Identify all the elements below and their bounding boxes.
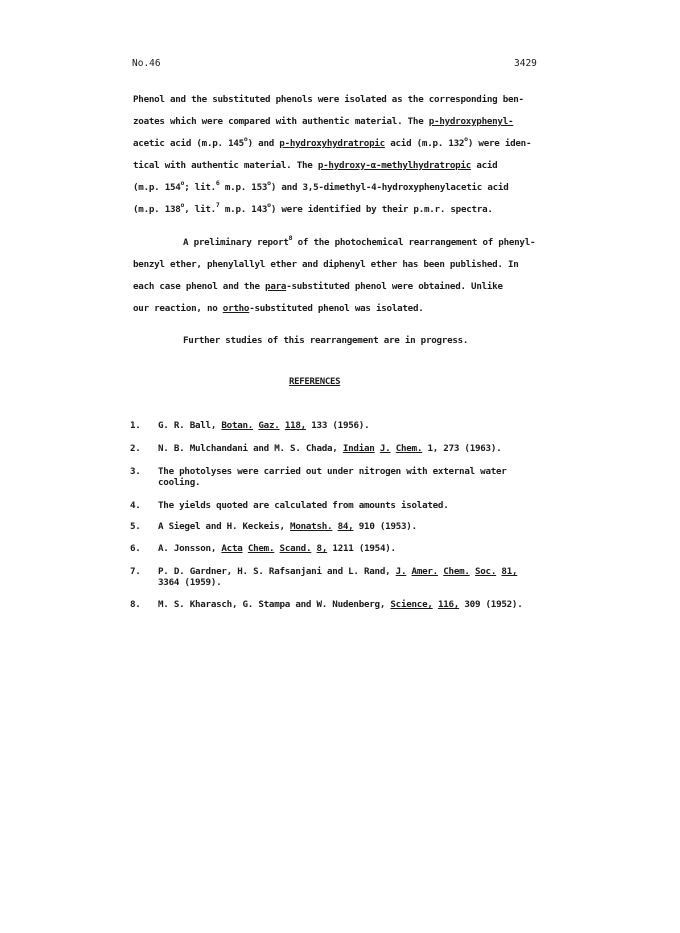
text-line: benzyl ether, phenylallyl ether and diphenyl ether has been published. In	[133, 259, 519, 270]
text-line: each case phenol and the para-substituted phenol were obtained. Unlike	[133, 281, 503, 292]
paragraph-preliminary-report	[133, 232, 553, 320]
text-line: Further studies of this rearrangement are in progress.	[183, 335, 469, 346]
reference-text: A Siegel and H. Keckeis, Monatsh. 84, 910 (1953).	[158, 521, 417, 532]
paragraph-further-studies	[133, 330, 553, 352]
reference-text: M. S. Kharasch, G. Stampa and W. Nudenberg, Science, 116, 309 (1952).	[158, 599, 523, 610]
reference-number: 8.	[130, 599, 141, 610]
reference-text: A. Jonsson, Acta Chem. Scand. 8, 1211 (1954).	[158, 543, 396, 554]
text-line: Phenol and the substituted phenols were isolated as the corresponding ben-	[133, 94, 524, 105]
reference-number: 7.	[130, 566, 141, 577]
reference-number: 4.	[130, 500, 141, 511]
reference-number: 5.	[130, 521, 141, 532]
journal-issue: No.46	[132, 58, 161, 69]
text-line: acetic acid (m.p. 145$^o$) and p-hydroxyhydratropic acid (m.p. 132$^o$) were iden-	[133, 135, 532, 149]
text-line: (m.p. 138$^o$, lit.$^7$ m.p. 143$^o$) were identified by their p.m.r. spectra.	[133, 201, 493, 215]
text-line: tical with authentic material. The p-hydroxy-α-methylhydratropic acid	[133, 160, 498, 171]
reference-number: 3.	[130, 466, 141, 477]
reference-number: 1.	[130, 420, 141, 431]
text-line: (m.p. 154$^o$; lit.$^6$ m.p. 153$^o$) and 3,5-dimethyl-4-hydroxyphenylacetic acid	[133, 179, 509, 193]
reference-text: The photolyses were carried out under nitrogen with external water cooling.	[158, 466, 507, 488]
reference-number: 2.	[130, 443, 141, 454]
references-heading: REFERENCES	[289, 377, 341, 387]
text-line: A preliminary report$^8$ of the photochemical rearrangement of phenyl-	[183, 234, 536, 248]
reference-text: P. D. Gardner, H. S. Rafsanjani and L. Rand, J. Amer. Chem. Soc. 81, 3364 (1959).	[158, 566, 518, 588]
page-number: 3429	[514, 58, 537, 69]
text-line: zoates which were compared with authentic material. The p-hydroxyphenyl-	[133, 116, 514, 127]
text-line: our reaction, no ortho-substituted phenol was isolated.	[133, 303, 424, 314]
reference-text: G. R. Ball, Botan. Gaz. 118, 133 (1956).	[158, 420, 370, 431]
paragraph-experimental	[133, 89, 553, 221]
reference-text: N. B. Mulchandani and M. S. Chada, Indian J. Chem. 1, 273 (1963).	[158, 443, 502, 454]
reference-number: 6.	[130, 543, 141, 554]
reference-text: The yields quoted are calculated from amounts isolated.	[158, 500, 449, 511]
